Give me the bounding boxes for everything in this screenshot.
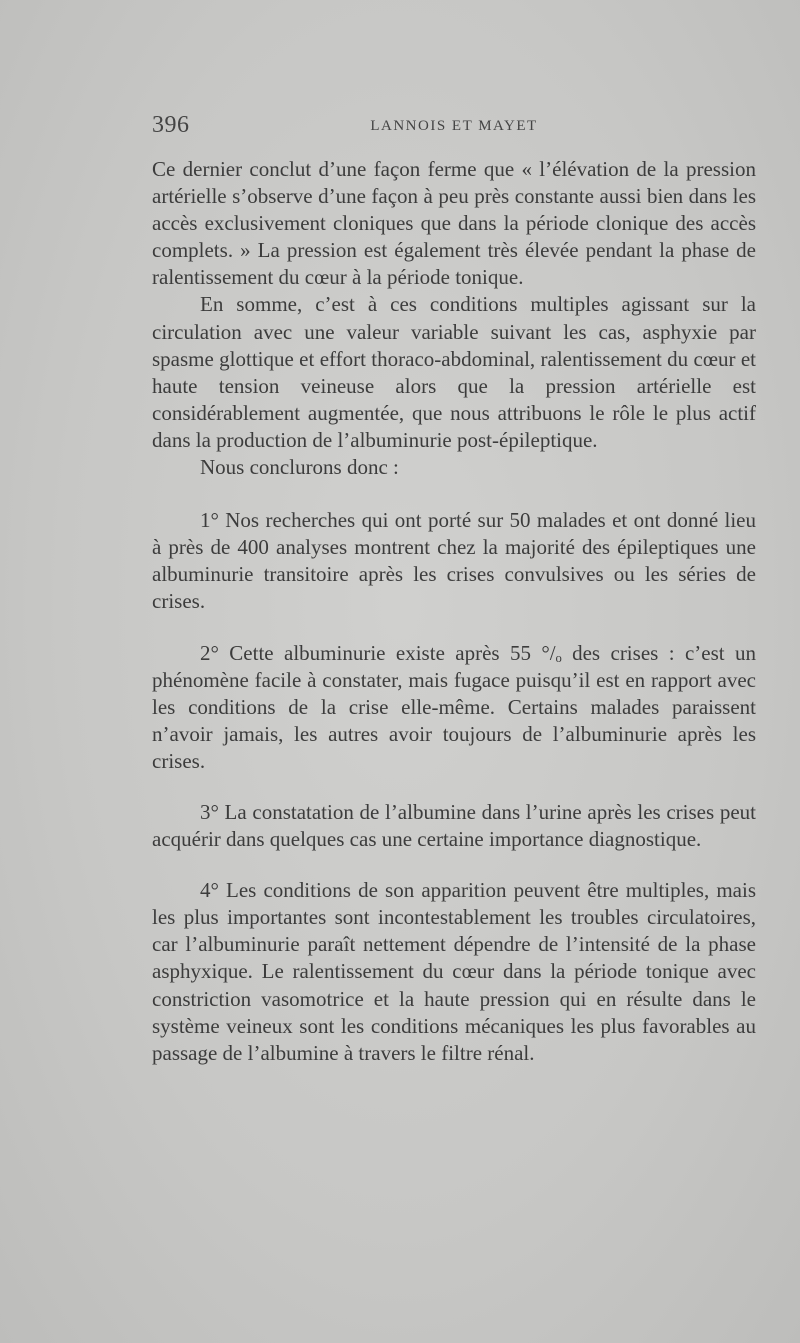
conclusion-4: 4° Les conditions de son apparition peuvent être multiples, mais les plus importantes sont incontestablement les troubles circulatoires, car l’albuminurie paraît nettement dépendre de l’intensité de la phase asphyxique. Le ralentissement du cœur dans la période tonique avec constriction vasomotrice et la haute pression qui en résulte dans le système veineux sont les conditions mécaniques les plus favorables au passage de l’albumine à travers le filtre rénal. — [152, 878, 756, 1065]
paragraph: En somme, c’est à ces conditions multiples agissant sur la circulation avec une valeur variable suivant les cas, asphyxie par spasme glottique et effort thoraco-abdominal, ralentissement du cœur et haute tension veineuse alors que la pression artérielle est considérablement augmentée, que nous attribuons le rôle le plus actif dans la production de l’albuminurie post-épileptique. — [152, 292, 756, 452]
paragraph: Nous conclurons donc : — [200, 455, 399, 480]
conclusion-3: 3° La constatation de l’albumine dans l’urine après les crises peut acquérir dans quelques cas une certaine importance diagnostique. — [152, 799, 756, 852]
book-page — [152, 112, 756, 1067]
body-text — [152, 156, 756, 1067]
paragraph: Ce dernier conclut d’une façon ferme que « l’élévation de la pression artérielle s’observe d’une façon à peu près constante aussi bien dans les accès exclusivement cloniques que dans la période clonique des accès complets. » La pression est également très élevée pendant la phase de ralentissement du cœur à la période tonique. — [152, 157, 756, 290]
running-title: LANNOIS ET MAYET — [370, 118, 538, 134]
conclusion-2: 2° Cette albuminurie existe après 55 °/ₒ des crises : c’est un phénomène facile à constater, mais fugace puisqu’il est en rapport avec les conditions de la crise elle-même. Certains malades paraissent n’avoir jamais, les autres avoir toujours de l’albuminurie après les crises. — [152, 640, 756, 773]
conclusion-1: 1° Nos recherches qui ont porté sur 50 malades et ont donné lieu à près de 400 analyses montrent chez la majorité des épileptiques une albuminurie transitoire après les crises convulsives ou les séries de crises. — [152, 508, 756, 614]
page-number: 396 — [152, 112, 190, 138]
page-header — [152, 112, 756, 142]
